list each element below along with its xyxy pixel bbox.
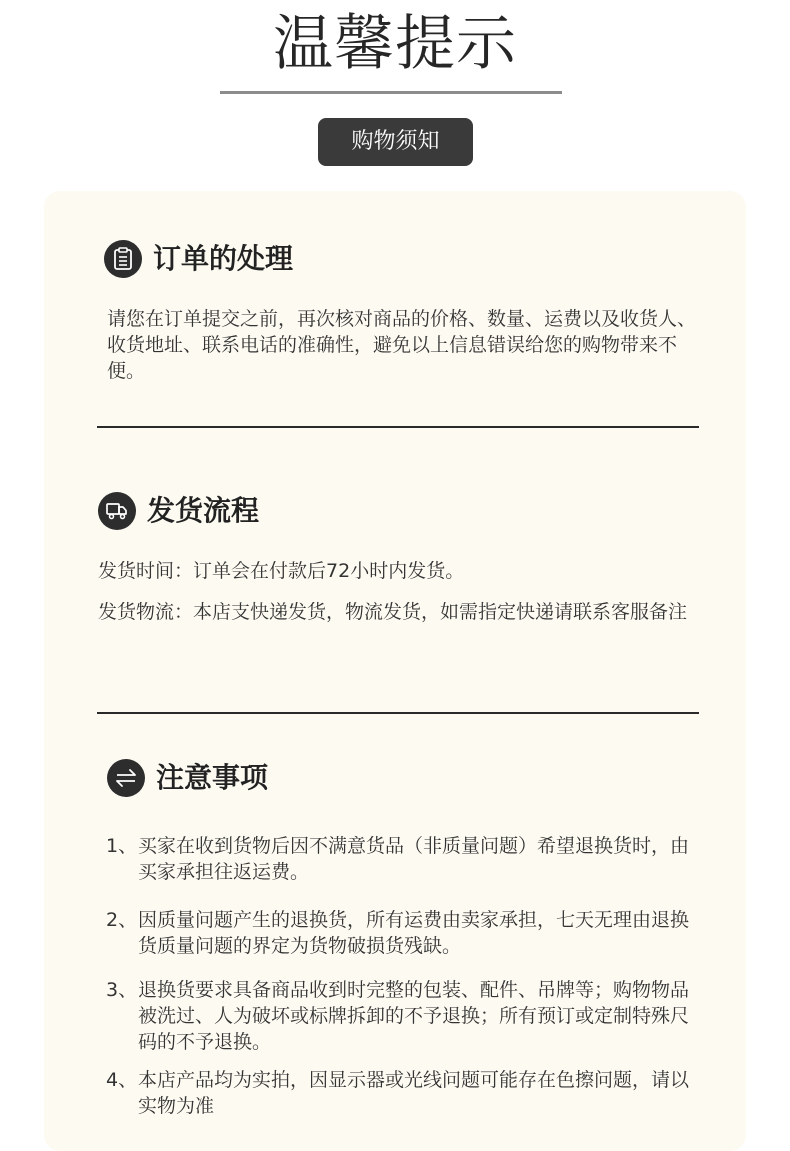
shipping-section-header [98, 492, 259, 530]
shipping-logistics-label: 发货物流： [98, 601, 194, 623]
exchange-arrows-icon [107, 759, 145, 797]
page-title: 温馨提示 [273, 9, 517, 79]
note-number: 1、 [106, 835, 138, 857]
note-text: 因质量问题产生的退换货，所有运费由卖家承担，七天无理由退换货质量问题的界定为货物破损货残缺。 [138, 909, 690, 957]
shipping-logistics-value: 本店支快递发货，物流发货，如需指定快递请联系客服备注 [193, 601, 688, 623]
shipping-time-value: 订单会在付款后72小时内发货。 [193, 560, 465, 582]
notes-section-title: 注意事项 [156, 761, 269, 794]
notes-section-header [107, 759, 268, 797]
note-item [106, 833, 696, 885]
shopping-notice-badge: 购物须知 [318, 118, 473, 166]
shipping-time-row [98, 558, 698, 584]
note-text: 退换货要求具备商品收到时完整的包装、配件、吊牌等；购物物品被洗过、人为破坏或标牌拆卸的不予退换；所有预订或定制特殊尺码的不予退换。 [138, 979, 690, 1053]
note-item [106, 1067, 696, 1119]
shipping-time-label: 发货时间： [98, 560, 194, 582]
note-number: 3、 [106, 979, 138, 1001]
section-divider-1 [97, 426, 699, 428]
order-section-title: 订单的处理 [153, 242, 294, 275]
section-divider-2 [97, 712, 699, 714]
title-underline [220, 91, 562, 94]
shipping-section-title: 发货流程 [147, 494, 260, 527]
delivery-truck-icon [98, 492, 136, 530]
order-section-text: 请您在订单提交之前，再次核对商品的价格、数量、运费以及收货人、收货地址、联系电话的准确性，避免以上信息错误给您的购物带来不便。 [107, 308, 697, 382]
note-number: 2、 [106, 909, 138, 931]
note-item [106, 977, 696, 1055]
order-section-header [104, 240, 293, 278]
note-number: 4、 [106, 1069, 138, 1091]
note-text: 买家在收到货物后因不满意货品（非质量问题）希望退换货时，由买家承担往返运费。 [138, 835, 690, 883]
clipboard-icon [104, 240, 142, 278]
note-text: 本店产品均为实拍，因显示器或光线问题可能存在色擦问题，请以实物为准 [138, 1069, 690, 1117]
note-item [106, 907, 696, 959]
shipping-logistics-row [98, 599, 688, 625]
